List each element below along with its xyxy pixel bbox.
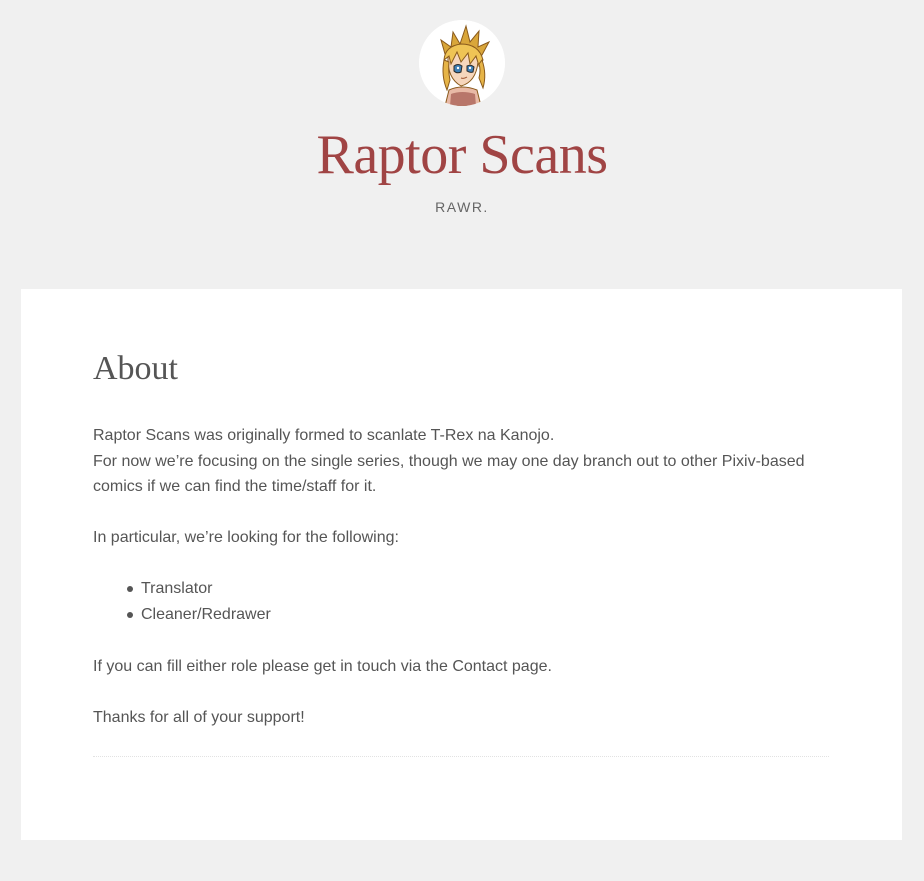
list-item — [141, 602, 829, 628]
paragraph-origin-line-2: For now we’re focusing on the single series, though we may one day branch out to other Pixiv-based comics if we can find the time/staff for it. — [93, 452, 805, 495]
page-body — [93, 423, 829, 730]
page-title: About — [93, 350, 178, 387]
site-description: RAWR. — [435, 199, 489, 215]
page-content-card — [21, 289, 902, 840]
paragraph-origin-line-1: Raptor Scans was originally formed to scanlate T-Rex na Kanojo. — [93, 427, 555, 444]
content-divider — [93, 756, 829, 757]
anime-character-avatar-icon — [419, 20, 505, 106]
paragraph-thanks: Thanks for all of your support! — [93, 708, 305, 726]
bullet-icon — [127, 612, 133, 618]
site-logo-avatar[interactable] — [419, 20, 505, 106]
roles-list — [93, 576, 829, 628]
role-cleaner-redrawer: Cleaner/Redrawer — [141, 606, 271, 623]
list-item — [141, 576, 829, 602]
paragraph-looking-for: In particular, we’re looking for the following: — [93, 529, 399, 546]
site-title-link[interactable]: Raptor Scans — [316, 124, 608, 186]
site-header — [0, 0, 924, 289]
paragraph-contact: If you can fill either role please get in touch via the Contact page. — [93, 657, 552, 675]
role-translator: Translator — [141, 580, 213, 597]
bullet-icon — [127, 586, 133, 592]
paragraph-origin — [93, 423, 829, 500]
